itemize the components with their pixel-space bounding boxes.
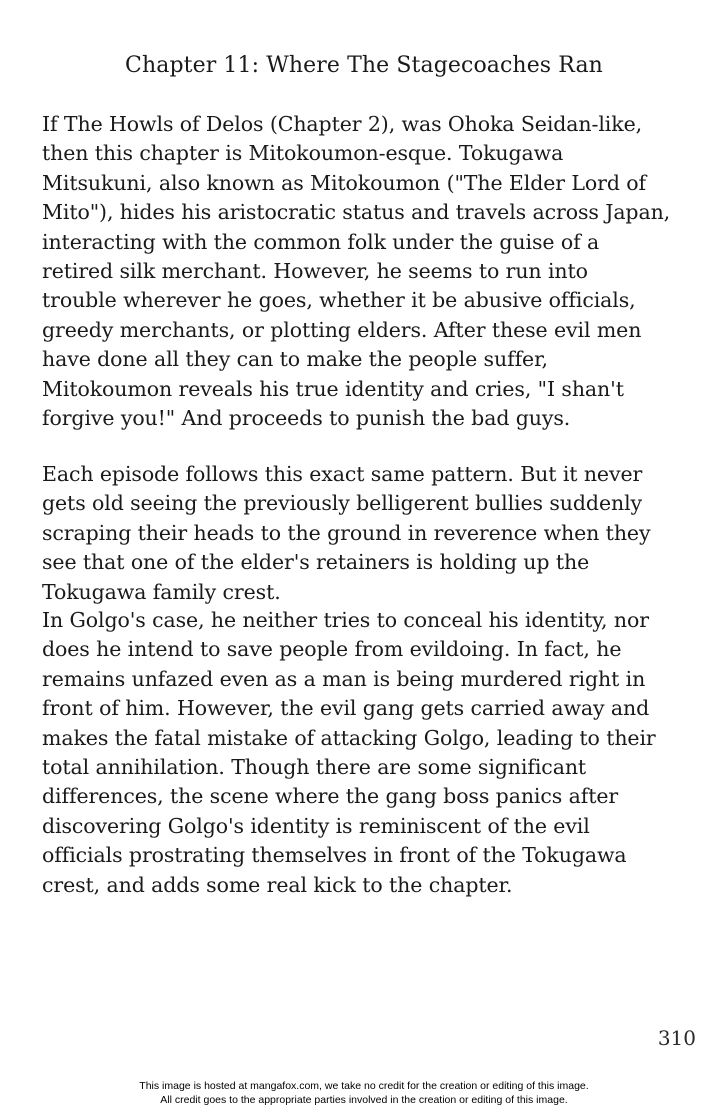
paragraph-line: discovering Golgo's identity is reminiscent of the evil [42,813,590,838]
hosting-credit-line-1: This image is hosted at mangafox.com, we take no credit for the creation or editing of this image. [139,1080,589,1092]
paragraph-line: officials prostrating themselves in front of the Tokugawa [42,843,627,868]
paragraph-line: trouble wherever he goes, whether it be abusive officials, [42,288,636,313]
paragraph-line: gets old seeing the previously belligerent bullies suddenly [42,491,643,516]
paragraph-line: Mitsukuni, also known as Mitokoumon ("The Elder Lord of [42,170,647,195]
paragraph-3 [42,606,692,900]
paragraph-line: crest, and adds some real kick to the chapter. [42,872,513,897]
paragraph-2 [42,460,692,607]
paragraph-line: scraping their heads to the ground in reverence when they [42,520,651,545]
paragraph-line: Tokugawa family crest. [42,579,281,604]
paragraph-line: then this chapter is Mitokoumon-esque. Tokugawa [42,141,564,166]
paragraph-1 [42,110,692,433]
hosting-credit-line-2: All credit goes to the appropriate parties involved in the creation or editing of this image. [160,1094,568,1106]
paragraph-line: If The Howls of Delos (Chapter 2), was Ohoka Seidan-like, [42,112,643,136]
paragraph-line: Each episode follows this exact same pattern. But it never [42,462,643,486]
paragraph-line: Mitokoumon reveals his true identity and cries, "I shan't [42,376,624,401]
paragraph-line: have done all they can to make the people suffer, [42,347,548,372]
paragraph-line: makes the fatal mistake of attacking Golgo, leading to their [42,725,656,750]
page-number: 310 [657,1026,696,1050]
paragraph-line: front of him. However, the evil gang gets carried away and [42,696,650,721]
paragraph-line: interacting with the common folk under the guise of a [42,229,600,254]
paragraph-line: total annihilation. Though there are some significant [42,755,587,780]
paragraph-line: forgive you!" And proceeds to punish the bad guys. [42,406,571,431]
paragraph-line: differences, the scene where the gang boss panics after [42,784,619,809]
paragraph-line: see that one of the elder's retainers is holding up the [42,550,590,575]
paragraph-line: does he intend to save people from evildoing. In fact, he [42,637,622,662]
paragraph-line: remains unfazed even as a man is being murdered right in [42,666,646,691]
paragraph-line: In Golgo's case, he neither tries to conceal his identity, nor [42,608,649,632]
paragraph-line: Mito"), hides his aristocratic status and travels across Japan, [42,200,671,225]
chapter-title: Chapter 11: Where The Stagecoaches Ran [125,53,603,78]
paragraph-line: greedy merchants, or plotting elders. After these evil men [42,317,642,342]
paragraph-line: retired silk merchant. However, he seems to run into [42,259,588,284]
